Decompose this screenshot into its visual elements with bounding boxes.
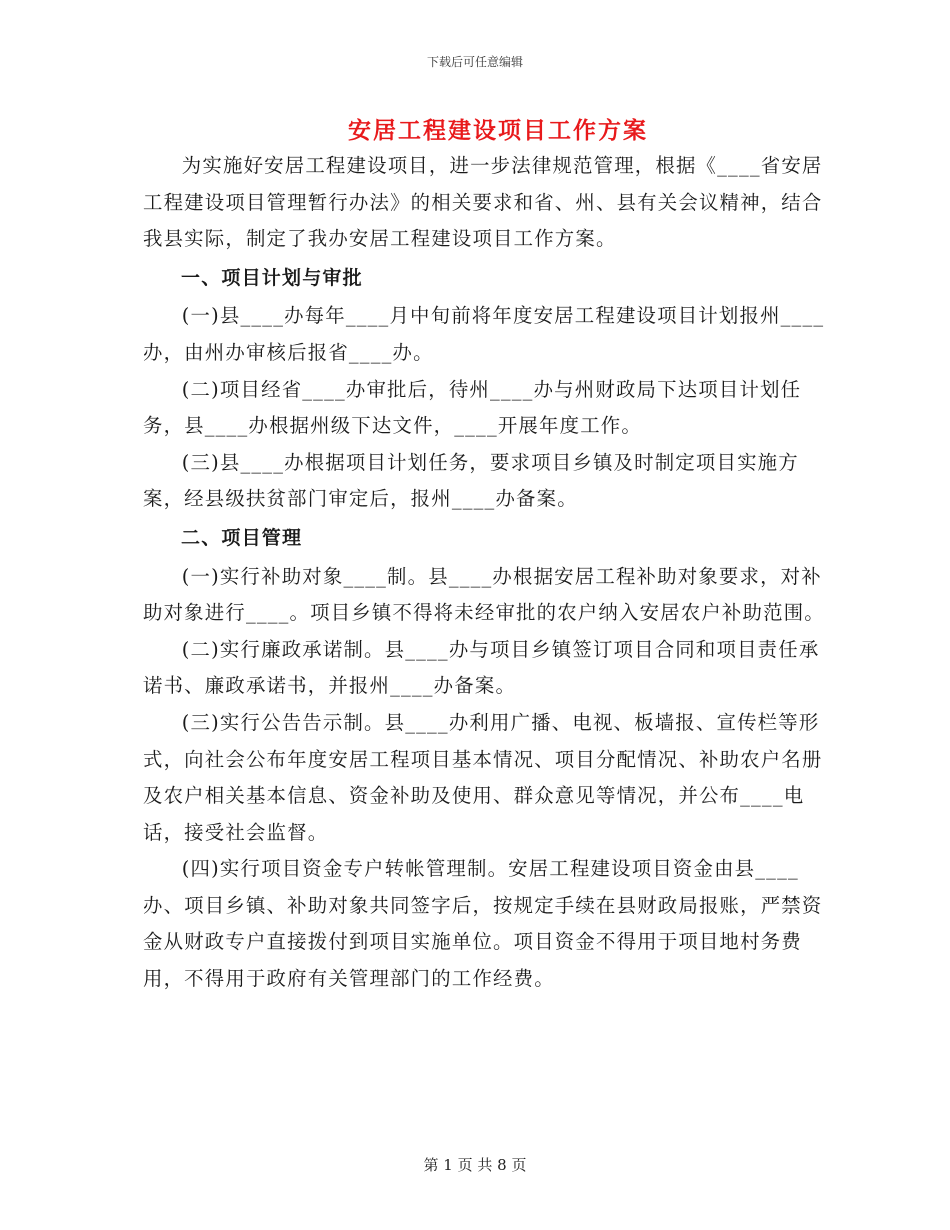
page-indicator: 第 1 页 共 8 页 — [423, 1156, 527, 1174]
section-2-paragraph-2: (二)实行廉政承诺制。县____办与项目乡镇签订项目合同和项目责任承诺书、廉政承诺书，并报州____办备案。 — [143, 637, 820, 698]
section-heading-1: 一、项目计划与审批 — [181, 266, 363, 289]
header-note: 下载后可任意编辑 — [426, 55, 523, 69]
section-1-paragraph-3: (三)县____办根据项目计划任务，要求项目乡镇及时制定项目实施方案，经县级扶贫部门审定后，报州____办备案。 — [143, 450, 799, 511]
section-1-paragraph-1: (一)县____办每年____月中旬前将年度安居工程建设项目计划报州____办，由州办审核后报省____办。 — [143, 304, 825, 364]
section-2-paragraph-3: (三)实行公告告示制。县____办利用广播、电视、板墙报、宣传栏等形式，向社会公布年度安居工程项目基本情况、项目分配情况、补助农户名册及农户相关基本信息、资金补助及使用、群众意见等情况，并公布____电话，接受社会监督。 — [143, 710, 823, 844]
document-body — [143, 148, 825, 998]
section-1-paragraph-2: (二)项目经省____办审批后，待州____办与州财政局下达项目计划任务，县____办根据州级下达文件，____开展年度工作。 — [143, 377, 802, 438]
document-title: 安居工程建设项目工作方案 — [348, 117, 648, 144]
section-2-paragraph-4: (四)实行项目资金专户转帐管理制。安居工程建设项目资金由县____办、项目乡镇、补助对象共同签字后，按规定手续在县财政局报账，严禁资金从财政专户直接拨付到项目实施单位。项目资金不得用于项目地村务费用，不得用于政府有关管理部门的工作经费。 — [143, 857, 823, 991]
section-heading-2: 二、项目管理 — [181, 526, 303, 549]
section-2-paragraph-1: (一)实行补助对象____制。县____办根据安居工程补助对象要求，对补助对象进行____。项目乡镇不得将未经审批的农户纳入安居农户补助范围。 — [143, 564, 825, 625]
intro-paragraph: 为实施好安居工程建设项目，进一步法律规范管理，根据《____省安居工程建设项目管理暂行办法》的相关要求和省、州、县有关会议精神，结合我县实际，制定了我办安居工程建设项目工作方案。 — [143, 154, 823, 251]
